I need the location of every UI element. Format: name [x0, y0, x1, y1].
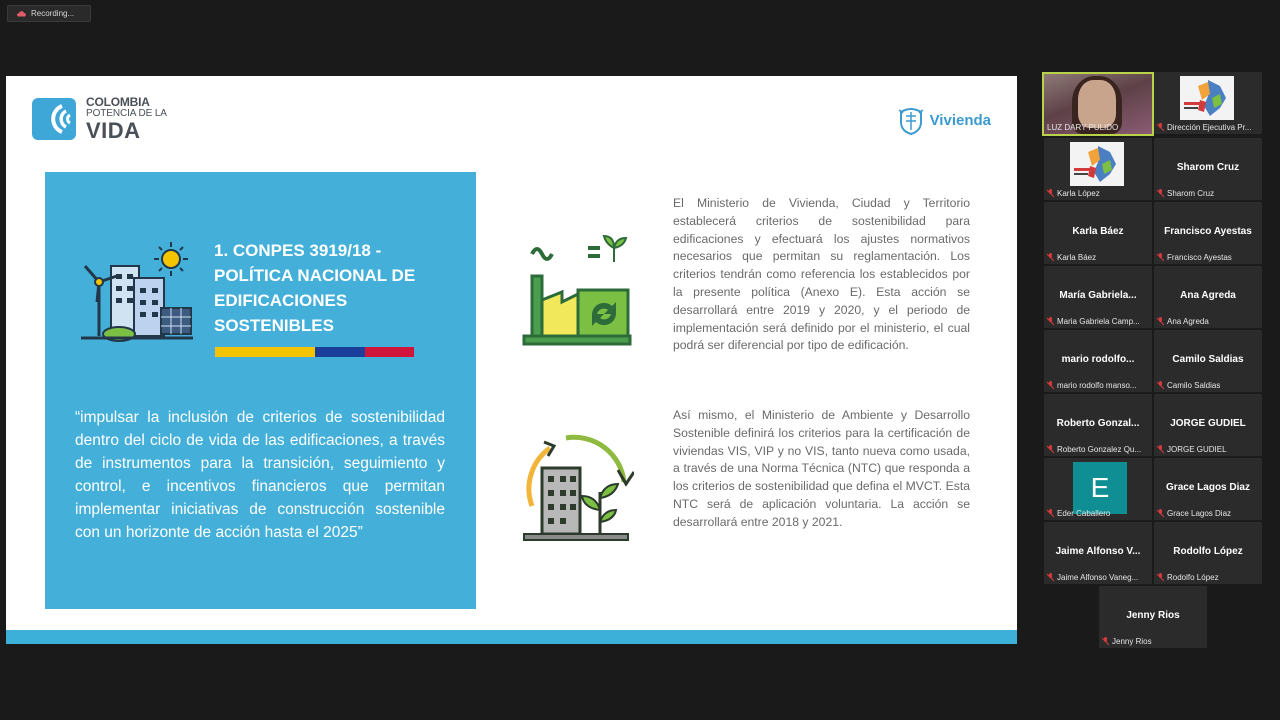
muted-mic-icon: [1157, 123, 1164, 132]
logo-line-1: COLOMBIA: [86, 95, 150, 109]
muted-mic-icon: [1047, 317, 1054, 326]
muted-mic-icon: [1157, 317, 1164, 326]
participant-name: Rodolfo López: [1173, 546, 1243, 557]
participant-avatar: E: [1073, 462, 1127, 514]
participant-label: Rodolfo López: [1167, 573, 1219, 582]
recording-indicator[interactable]: [7, 5, 91, 22]
paragraph-ministerio-vivienda: El Ministerio de Vivienda, Ciudad y Territorio establecerá criterios de sostenibilidad para edificaciones y efectuará los ajustes normativos necesarios que permitan su reglamentación. Los criterios tendrán como referencia los establecidos por la presente política (Anexo E). Esta acción se desarrollará entre 2019 y 2020, y el periodo de implementación será definido por el ministerio, el cual podrá ser diferencial por tipo de edificación.: [673, 196, 970, 353]
muted-mic-icon: [1047, 573, 1054, 582]
participant-thumbnail: [1180, 76, 1234, 120]
participant-label: Ana Agreda: [1167, 317, 1209, 326]
muted-mic-icon: [1157, 253, 1164, 262]
muted-mic-icon: [1047, 189, 1054, 198]
participant-label: Karla Báez: [1057, 253, 1097, 262]
participant-name: Jenny Rios: [1126, 610, 1180, 621]
participant-label: JORGE GUDIEL: [1167, 445, 1227, 454]
participant-tile[interactable]: [1154, 458, 1262, 520]
participant-name: Grace Lagos Diaz: [1166, 482, 1250, 493]
participant-name: mario rodolfo...: [1061, 354, 1135, 365]
colombia-logo-mark-icon: [32, 96, 78, 142]
muted-mic-icon: [1102, 637, 1109, 646]
participant-tile[interactable]: [1044, 522, 1152, 584]
project-logo-icon: [1180, 76, 1234, 120]
flag-yellow: [215, 347, 315, 357]
colombia-logo: [32, 96, 167, 142]
participant-label: Roberto Gonzalez Qu...: [1057, 445, 1142, 454]
participant-label: Dirección Ejecutiva Pr...: [1167, 123, 1252, 132]
participant-face: [1078, 80, 1116, 128]
participant-name: Jaime Alfonso V...: [1055, 546, 1141, 557]
participant-name: Francisco Ayestas: [1164, 226, 1252, 237]
muted-mic-icon: [1157, 189, 1164, 198]
muted-mic-icon: [1157, 381, 1164, 390]
muted-mic-icon: [1047, 381, 1054, 390]
participant-tile[interactable]: [1044, 266, 1152, 328]
participant-name: Karla Báez: [1072, 226, 1124, 237]
participant-tile[interactable]: [1154, 138, 1262, 200]
slide-bottom-band: [6, 630, 1017, 644]
participant-label: LUZ DARY PULIDO: [1047, 123, 1119, 132]
participant-label: Jenny Rios: [1112, 637, 1152, 646]
participant-tile[interactable]: [1154, 394, 1262, 456]
vivienda-logo: [897, 104, 991, 136]
participant-name: Roberto Gonzal...: [1056, 418, 1140, 429]
participant-label: Jaime Alfonso Vaneg...: [1057, 573, 1139, 582]
participant-tile-active-speaker[interactable]: [1042, 72, 1154, 136]
participant-label: mario rodolfo manso...: [1057, 381, 1137, 390]
policy-panel: [45, 172, 476, 609]
flag-red: [365, 347, 414, 357]
muted-mic-icon: [1047, 253, 1054, 262]
participant-tile[interactable]: [1154, 266, 1262, 328]
participant-thumbnail: [1070, 142, 1124, 186]
muted-mic-icon: [1047, 445, 1054, 454]
participant-tile[interactable]: [1099, 586, 1207, 648]
green-factory-icon: [518, 232, 634, 347]
recording-label: Recording...: [31, 9, 75, 18]
participant-tile[interactable]: [1044, 458, 1152, 520]
participant-name: Ana Agreda: [1180, 290, 1236, 301]
participant-tile[interactable]: [1044, 330, 1152, 392]
shared-slide: [6, 76, 1017, 644]
participant-name: Sharom Cruz: [1176, 162, 1240, 173]
policy-quote: “impulsar la inclusión de criterios de sostenibilidad dentro del ciclo de vida de las edificaciones, a través de instrumentos para la transición, seguimiento y control, e incentivos financieros que permitan implementar iniciativas de construcción sostenible con un horizonte de acción hasta el 2025”: [75, 409, 445, 541]
project-logo-icon: [1070, 142, 1124, 186]
logo-line-2: POTENCIA DE LA: [86, 108, 167, 119]
participant-label: Camilo Saldias: [1167, 381, 1221, 390]
participant-tile[interactable]: [1044, 394, 1152, 456]
muted-mic-icon: [1047, 509, 1054, 518]
muted-mic-icon: [1157, 573, 1164, 582]
colombia-flag-bar: [215, 347, 414, 357]
participant-name: María Gabriela...: [1059, 290, 1137, 301]
sustainable-building-cycle-icon: [518, 430, 634, 542]
participant-label: Francisco Ayestas: [1167, 253, 1232, 262]
sustainable-city-icon: [79, 238, 195, 342]
participant-tile[interactable]: [1154, 330, 1262, 392]
policy-heading: 1. CONPES 3919/18 - POLÍTICA NACIONAL DE EDIFICACIONES SOSTENIBLES: [214, 241, 416, 335]
coat-of-arms-icon: [897, 104, 925, 136]
participant-tile[interactable]: [1044, 138, 1152, 200]
muted-mic-icon: [1157, 445, 1164, 454]
participant-label: Karla López: [1057, 189, 1100, 198]
participant-label: Maria Gabriela Camp...: [1057, 317, 1140, 326]
vivienda-label: Vivienda: [929, 111, 991, 129]
participant-tile[interactable]: [1154, 202, 1262, 264]
participant-name: JORGE GUDIEL: [1170, 418, 1246, 429]
logo-line-3: VIDA: [86, 118, 141, 143]
muted-mic-icon: [1157, 509, 1164, 518]
participant-tile[interactable]: [1154, 72, 1262, 134]
participant-label: Grace Lagos Diaz: [1167, 509, 1232, 518]
participant-tile[interactable]: [1044, 202, 1152, 264]
cloud-recording-icon: [16, 9, 26, 19]
flag-blue: [315, 347, 365, 357]
participant-label: Eder Caballero: [1057, 509, 1111, 518]
participant-name: Camilo Saldias: [1172, 354, 1244, 365]
paragraph-ministerio-ambiente: Así mismo, el Ministerio de Ambiente y Desarrollo Sostenible definirá los criterios para la certificación de viviendas VIS, VIP y no VIS, tanto nueva como usada, a través de una Norma Técnica (NTC) que responda a los criterios de sostenibilidad que defina el MVCT. Esta NTC será de aplicación voluntaria. La acción se desarrollará entre 2018 y 2021.: [673, 408, 970, 529]
participant-tile[interactable]: [1154, 522, 1262, 584]
participant-label: Sharom Cruz: [1167, 189, 1215, 198]
